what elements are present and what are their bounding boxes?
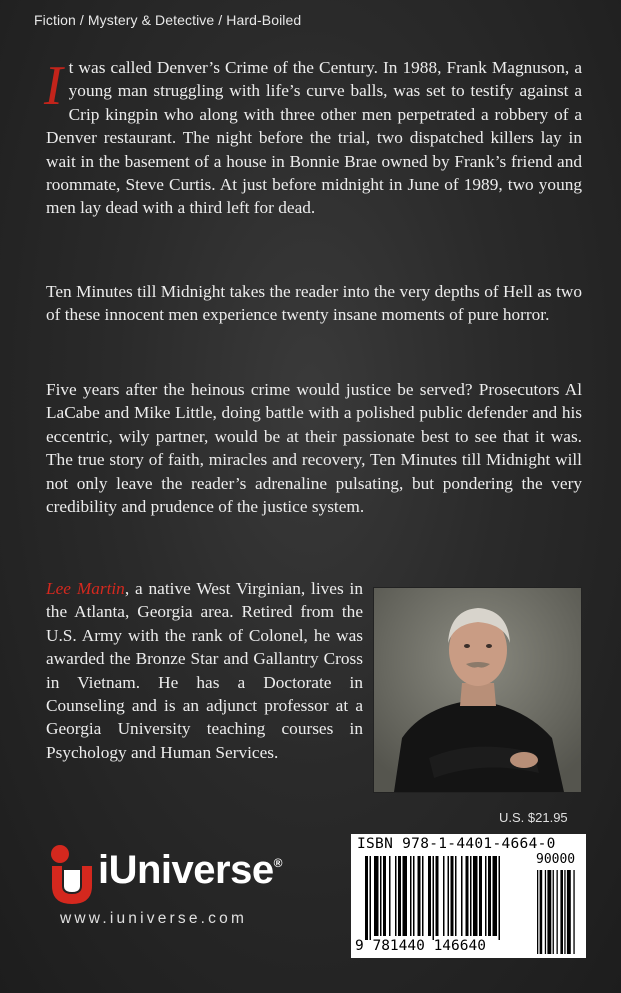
isbn-label: ISBN 978-1-4401-4664-0 (357, 836, 556, 852)
author-bio (46, 577, 363, 764)
blurb-paragraph-1 (46, 56, 582, 220)
iuniverse-logo-icon (46, 842, 98, 908)
category-line: Fiction / Mystery & Detective / Hard-Boiled (34, 12, 302, 28)
price-code: 90000 (536, 852, 576, 867)
ean-digits: 9 781440 146640 (355, 938, 486, 954)
author-bio-text: , a native West Virginian, lives in the Atlanta, Georgia area. Retired from the U.S. Army with the rank of Colonel, he was awarded the Bronze Star and Gallantry Cross in Vietnam. He has a Doctorate in Counseling and is an adjunct professor at a Georgia University teaching courses in Psychology and Human Services. (46, 579, 363, 762)
price-label: U.S. $21.95 (499, 810, 568, 825)
publisher-logo (46, 842, 306, 912)
blurb-paragraph-2: Ten Minutes till Midnight takes the reader into the very depths of Hell as two of these innocent men experience twenty insane moments of pure horror. (46, 282, 582, 325)
drop-cap: I (44, 55, 63, 117)
publisher-name: iUniverse® (98, 848, 282, 892)
barcode (351, 834, 586, 958)
publisher-url: www.iuniverse.com (60, 910, 248, 927)
author-photo (373, 587, 582, 793)
blurb-paragraph-1-text: t was called Denver’s Crime of the Century. In 1988, Frank Magnuson, a young man struggling with life’s curve balls, was set to testify against a Crip kingpin who along with three other men perpetrated a robbery of a Denver restaurant. The night before the trial, two dispatched killers lay in wait in the basement of a house in Bonnie Brae owned by Frank’s friend and roommate, Steve Curtis. At just before midnight in June of 1989, two young men lay dead with a third left for dead. (46, 58, 582, 218)
registered-mark: ® (273, 856, 282, 870)
blurb-paragraph-3: Five years after the heinous crime would justice be served? Prosecutors Al LaCabe and Mike Little, doing battle with a polished public defender and his eccentric, wily partner, would be at their passionate best to see that it was. The true story of faith, miracles and recovery, Ten Minutes till Midnight will not only leave the reader’s adrenaline pulsating, but pondering the very credibility and prudence of the justice system. (46, 380, 582, 517)
author-name: Lee Martin (46, 579, 125, 598)
author-portrait-icon (374, 588, 581, 792)
